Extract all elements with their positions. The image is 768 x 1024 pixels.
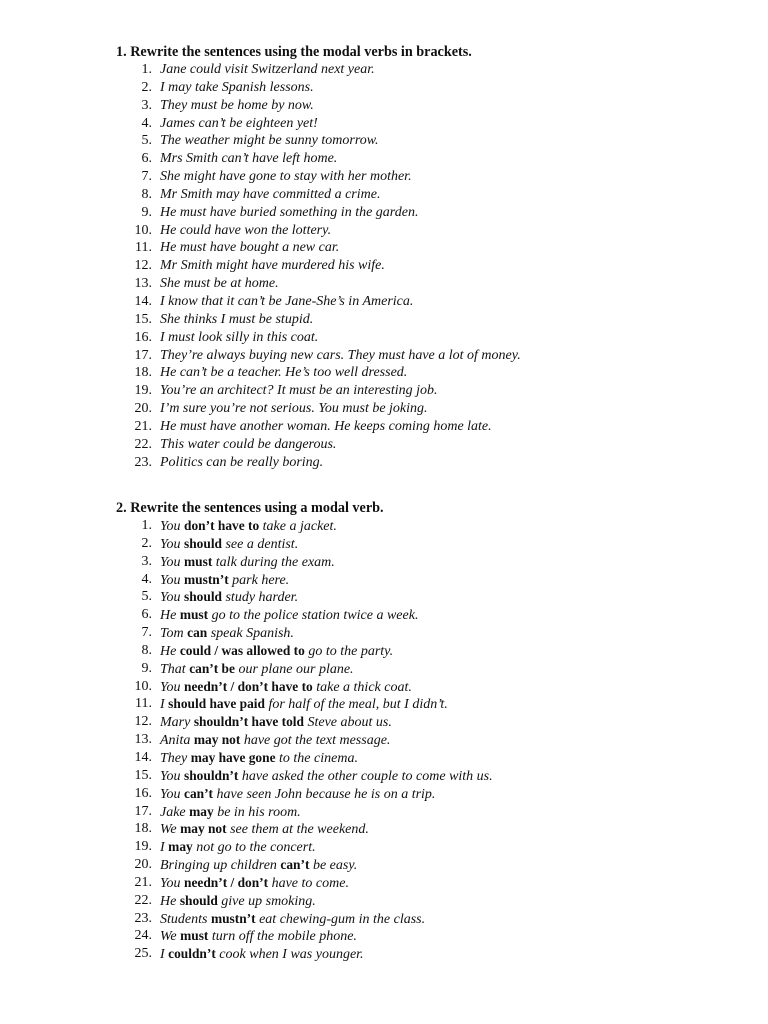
list-item (116, 713, 736, 731)
list-item (116, 820, 736, 838)
item-number: 20. (134, 401, 152, 417)
list-item (116, 553, 736, 571)
sentence-rest: give up smoking. (221, 893, 316, 909)
item-sentence (160, 820, 369, 839)
item-number: 18. (134, 365, 152, 381)
item-number: 21. (134, 418, 152, 434)
modal-verb: needn’t / don’t have to (184, 678, 313, 694)
sentence-rest: have to come. (271, 875, 349, 891)
item-sentence: She must be at home. (160, 276, 279, 292)
sentence-rest: be in his room. (217, 804, 301, 820)
item-number: 22. (134, 892, 152, 908)
modal-verb: must (179, 607, 209, 623)
item-number: 4. (141, 571, 152, 587)
item-sentence (160, 660, 354, 679)
sentence-subject: Tom (160, 626, 184, 642)
sentence-rest: our plane our plane. (238, 661, 354, 677)
item-number: 6. (141, 151, 152, 167)
item-number: 3. (141, 553, 152, 569)
exercise-2-heading: 2. Rewrite the sentences using a modal verb. (116, 500, 384, 516)
item-number: 17. (134, 803, 152, 819)
item-number: 8. (141, 186, 152, 202)
sentence-subject: I (160, 697, 165, 713)
item-sentence (160, 571, 289, 590)
item-sentence (160, 874, 349, 893)
list-item (116, 436, 736, 454)
modal-verb: may not (193, 732, 241, 748)
list-item (116, 168, 736, 186)
item-sentence (160, 749, 358, 768)
list-item (116, 132, 736, 150)
exercise-1-list (116, 61, 736, 471)
item-sentence: The weather might be sunny tomorrow. (160, 133, 379, 149)
list-item (116, 517, 736, 535)
sentence-subject: Anita (160, 733, 191, 749)
item-sentence: I must look silly in this coat. (160, 329, 319, 345)
item-number: 22. (134, 436, 152, 452)
sentence-rest: turn off the mobile phone. (211, 929, 357, 945)
sentence-rest: not go to the concert. (196, 840, 316, 856)
list-item (116, 186, 736, 204)
sentence-subject: Mary (160, 715, 191, 731)
item-sentence (160, 535, 298, 554)
modal-verb: may not (180, 821, 227, 837)
sentence-rest: see a dentist. (225, 536, 299, 552)
sentence-subject: You (160, 572, 181, 588)
item-number: 23. (134, 454, 152, 470)
item-number: 14. (134, 749, 152, 765)
sentence-subject: I (160, 840, 165, 856)
sentence-subject: He (160, 643, 177, 659)
modal-verb: couldn’t (168, 946, 216, 962)
item-sentence: They’re always buying new cars. They must have a lot of money. (160, 347, 521, 363)
sentence-subject: You (160, 590, 181, 606)
list-item (116, 588, 736, 606)
list-item (116, 79, 736, 97)
list-item (116, 642, 736, 660)
item-number: 11. (135, 240, 152, 256)
sentence-rest: eat chewing-gum in the class. (259, 911, 426, 927)
list-item (116, 785, 736, 803)
item-sentence (160, 678, 412, 697)
sentence-rest: cook when I was younger. (219, 947, 364, 963)
list-item (116, 624, 736, 642)
modal-verb: don’t have to (184, 518, 260, 533)
list-item (116, 275, 736, 293)
list-item (116, 571, 736, 589)
item-number: 20. (134, 857, 152, 873)
item-number: 12. (134, 714, 152, 730)
modal-verb: can’t be (189, 660, 235, 676)
sentence-rest: have seen John because he is on a trip. (216, 786, 436, 802)
list-item (116, 382, 736, 400)
item-number: 8. (141, 642, 152, 658)
list-item (116, 660, 736, 678)
list-item (116, 329, 736, 347)
item-number: 10. (134, 222, 152, 238)
item-number: 13. (134, 276, 152, 292)
list-item (116, 418, 736, 436)
item-number: 21. (134, 874, 152, 890)
list-item (116, 927, 736, 945)
item-number: 11. (135, 696, 152, 712)
modal-verb: should (184, 535, 222, 551)
item-sentence: James can’t be eighteen yet! (160, 115, 318, 131)
item-number: 12. (134, 258, 152, 274)
item-number: 16. (134, 329, 152, 345)
item-sentence: I’m sure you’re not serious. You must be joking. (160, 401, 428, 417)
sentence-rest: go to the police station twice a week. (211, 608, 419, 624)
sentence-rest: talk during the exam. (215, 554, 335, 570)
item-sentence: He can’t be a teacher. He’s too well dressed. (160, 365, 408, 381)
list-item (116, 874, 736, 892)
item-sentence (160, 731, 390, 750)
modal-verb: may (168, 839, 193, 855)
item-sentence: Mrs Smith can’t have left home. (160, 151, 338, 167)
modal-verb: should (179, 892, 218, 908)
item-number: 4. (141, 115, 152, 131)
list-item (116, 945, 736, 963)
list-item (116, 293, 736, 311)
item-sentence: He must have buried something in the garden. (160, 204, 419, 220)
item-sentence (160, 767, 493, 786)
exercise-2 (116, 499, 736, 963)
sentence-subject: He (160, 608, 177, 624)
exercise-1-heading: 1. Rewrite the sentences using the modal verbs in brackets. (116, 44, 472, 60)
modal-verb: must (180, 928, 209, 944)
list-item (116, 892, 736, 910)
sentence-rest: for half of the meal, but I didn’t. (268, 697, 448, 713)
item-sentence: Mr Smith might have murdered his wife. (160, 258, 385, 274)
item-number: 9. (141, 204, 152, 220)
item-sentence (160, 856, 357, 875)
list-item (116, 115, 736, 133)
sentence-rest: take a jacket. (262, 519, 337, 534)
sentence-rest: be easy. (312, 858, 358, 874)
item-sentence: He must have bought a new car. (160, 240, 340, 256)
list-item (116, 678, 736, 696)
sentence-subject: Students (160, 911, 208, 927)
list-item (116, 222, 736, 240)
sentence-rest: speak Spanish. (210, 626, 294, 642)
sentence-subject: That (160, 661, 186, 677)
list-item (116, 364, 736, 382)
sentence-subject: I (160, 947, 165, 963)
item-number: 24. (134, 928, 152, 944)
sentence-subject: You (160, 786, 181, 802)
item-sentence: He could have won the lottery. (160, 222, 332, 238)
sentence-subject: You (160, 679, 181, 695)
modal-verb: shouldn’t (184, 767, 239, 783)
item-number: 2. (141, 535, 152, 551)
item-number: 14. (134, 293, 152, 309)
sentence-subject: You (160, 875, 181, 891)
item-number: 5. (141, 589, 152, 605)
item-sentence: He must have another woman. He keeps coming home late. (160, 418, 492, 434)
item-sentence (160, 695, 448, 714)
sentence-subject: You (160, 554, 181, 570)
item-number: 7. (141, 169, 152, 185)
modal-verb: must (184, 553, 213, 569)
exercise-1 (116, 43, 736, 471)
item-number: 9. (141, 660, 152, 676)
list-item (116, 97, 736, 115)
item-sentence (160, 553, 335, 572)
modal-verb: mustn’t (210, 910, 256, 926)
item-number: 19. (134, 839, 152, 855)
item-sentence (160, 624, 294, 643)
item-sentence (160, 803, 301, 822)
list-item (116, 856, 736, 874)
exercise-2-list (116, 517, 736, 963)
item-number: 15. (134, 311, 152, 327)
item-sentence (160, 838, 316, 857)
list-item (116, 400, 736, 418)
sentence-subject: They (160, 750, 188, 766)
list-item (116, 61, 736, 79)
list-item (116, 695, 736, 713)
item-number: 6. (141, 607, 152, 623)
sentence-subject: He (160, 893, 177, 909)
sentence-subject: You (160, 768, 181, 784)
item-number: 17. (134, 347, 152, 363)
modal-verb: can (187, 625, 208, 641)
item-number: 3. (141, 97, 152, 113)
item-number: 1. (141, 518, 152, 533)
sentence-rest: have got the text message. (243, 733, 391, 749)
item-sentence (160, 892, 316, 911)
sentence-subject: We (160, 929, 177, 945)
modal-verb: could / was allowed to (179, 642, 305, 658)
list-item (116, 150, 736, 168)
item-sentence: I know that it can’t be Jane-She’s in America. (160, 293, 414, 309)
item-sentence: They must be home by now. (160, 97, 314, 113)
list-item (116, 731, 736, 749)
item-sentence (160, 588, 298, 607)
modal-verb: can’t (184, 785, 214, 801)
sentence-rest: Steve about us. (307, 715, 392, 731)
item-number: 15. (134, 767, 152, 783)
item-number: 7. (141, 625, 152, 641)
list-item (116, 239, 736, 257)
modal-verb: should have paid (168, 696, 265, 712)
item-number: 5. (141, 133, 152, 149)
modal-verb: may have gone (190, 749, 276, 765)
sentence-subject: You (160, 536, 181, 552)
item-sentence: This water could be dangerous. (160, 436, 337, 452)
list-item (116, 257, 736, 275)
item-sentence: You’re an architect? It must be an interesting job. (160, 383, 438, 399)
item-number: 13. (134, 732, 152, 748)
item-sentence (160, 945, 364, 964)
list-item (116, 311, 736, 329)
modal-verb: should (184, 589, 222, 605)
sentence-rest: go to the party. (308, 643, 394, 659)
list-item (116, 535, 736, 553)
item-number: 2. (141, 79, 152, 95)
item-sentence: Mr Smith may have committed a crime. (160, 186, 381, 202)
item-sentence: I may take Spanish lessons. (160, 79, 314, 95)
sentence-subject: You (160, 519, 181, 534)
modal-verb: needn’t / don’t (184, 874, 269, 890)
item-sentence (160, 910, 425, 929)
item-number: 25. (134, 946, 152, 962)
modal-verb: can’t (280, 857, 310, 873)
sentence-subject: We (160, 822, 177, 838)
modal-verb: may (189, 803, 214, 819)
item-sentence: Jane could visit Switzerland next year. (160, 62, 375, 77)
modal-verb: mustn’t (184, 571, 229, 587)
item-sentence: Politics can be really boring. (160, 454, 324, 470)
modal-verb: shouldn’t have told (193, 714, 304, 730)
item-number: 18. (134, 821, 152, 837)
list-item (116, 767, 736, 785)
sentence-subject: Jake (160, 804, 186, 820)
list-item (116, 838, 736, 856)
item-sentence: She thinks I must be stupid. (160, 311, 314, 327)
sentence-rest: take a thick coat. (316, 679, 412, 695)
sentence-rest: park here. (232, 572, 290, 588)
item-sentence (160, 517, 337, 536)
item-number: 10. (134, 678, 152, 694)
item-sentence (160, 785, 435, 804)
list-item (116, 347, 736, 365)
list-item (116, 204, 736, 222)
sentence-rest: have asked the other couple to come with us. (241, 768, 493, 784)
item-sentence (160, 642, 393, 661)
sentence-rest: study harder. (225, 590, 299, 606)
list-item (116, 606, 736, 624)
list-item (116, 749, 736, 767)
item-number: 23. (134, 910, 152, 926)
list-item (116, 803, 736, 821)
item-sentence (160, 713, 392, 732)
list-item (116, 454, 736, 472)
sentence-rest: to the cinema. (279, 750, 358, 766)
item-sentence: She might have gone to stay with her mother. (160, 169, 412, 185)
sentence-subject: Bringing up children (160, 858, 277, 874)
item-number: 16. (134, 785, 152, 801)
item-sentence (160, 927, 357, 946)
list-item (116, 910, 736, 928)
sentence-rest: see them at the weekend. (230, 822, 369, 838)
item-number: 1. (141, 62, 152, 77)
item-sentence (160, 606, 418, 625)
item-number: 19. (134, 383, 152, 399)
